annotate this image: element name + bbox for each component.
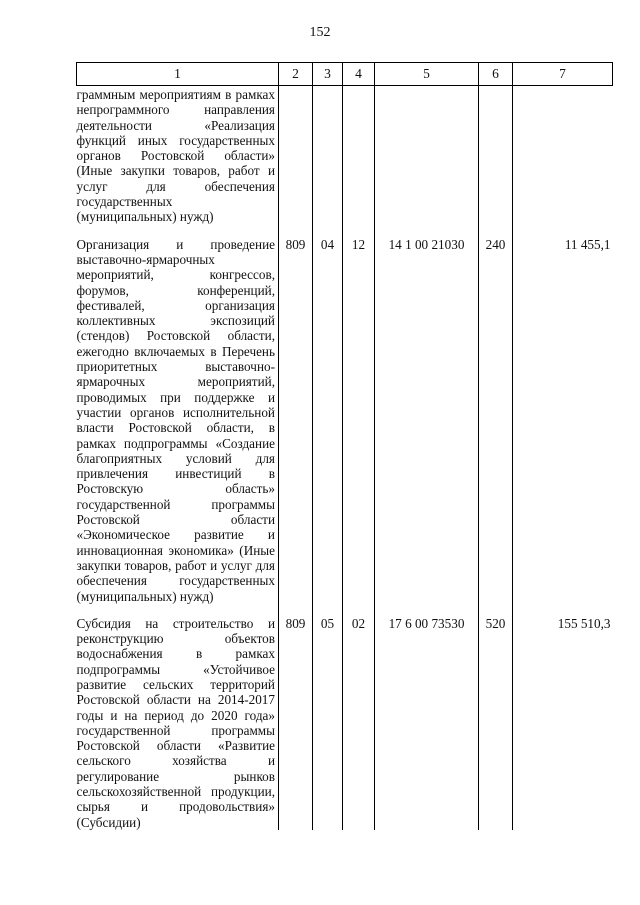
row-spacer [77,604,613,616]
row-target-article: 14 1 00 21030 [375,237,479,604]
column-header-target-article: 5 [375,63,479,86]
row-description: Субсидия на строительство и реконструкцию объектов водоснабжения в рамках подпрограммы «Устойчивое развитие сельских территорий Ростовской области на 2014-2017 годы и на период до 2020 года» государственной программы Ростовской области «Развитие сельского хозяйства и регулирование рынков сельскохозяйственной продукции, сырья и продовольствия» (Субсидии) [76,615,275,830]
column-number-header-row [77,63,613,86]
column-header-section: 3 [313,63,343,86]
row-target-article: 17 6 00 73530 [375,616,479,830]
row-subsection: 12 [343,237,375,604]
row-ministry [279,86,313,225]
row-expense-type: 520 [479,616,513,830]
row-description: граммным мероприятиям в рамках непрограммного направления деятельности «Реализация функций иных государственных органов Ростовской области» (Иные закупки товаров, работ и услуг для обеспечения государственных (муниципальных) нужд) [76,87,275,225]
row-subsection [343,86,375,225]
row-description: Организация и проведение выставочно-ярмарочных мероприятий, конгрессов, форумов, конференций, фестивалей, организация коллективных экспозиций (стендов) Ростовской области, ежегодно включаемых в Перечень приоритетных выставочно-ярмарочных мероприятий, проводимых при поддержке и участии органов исполнительной власти Ростовской области, в рамках подпрограммы «Создание благоприятных условий для привлечения инвестиций в Ростовскую область» государственной программы Ростовской области «Экономическое развитие и инновационная экономика» (Иные закупки товаров, работ и услуг для обеспечения государственных (муниципальных) нужд) [76,236,275,604]
row-subsection: 02 [343,616,375,830]
row-expense-type [479,86,513,225]
row-ministry: 809 [279,616,313,830]
row-ministry: 809 [279,237,313,604]
table-row [77,616,613,830]
column-header-amount: 7 [513,63,613,86]
budget-table [76,62,613,830]
row-target-article [375,86,479,225]
row-amount: 155 510,3 [513,616,613,830]
row-amount [513,86,613,225]
row-expense-type: 240 [479,237,513,604]
column-header-ministry: 2 [279,63,313,86]
table-row [77,86,613,225]
row-section: 05 [313,616,343,830]
column-header-description: 1 [77,63,279,86]
row-amount: 11 455,1 [513,237,613,604]
page-number: 152 [309,25,331,40]
row-section: 04 [313,237,343,604]
row-section [313,86,343,225]
column-header-subsection: 4 [343,63,375,86]
row-spacer [77,225,613,237]
column-header-expense-type: 6 [479,63,513,86]
table-row [77,237,613,604]
